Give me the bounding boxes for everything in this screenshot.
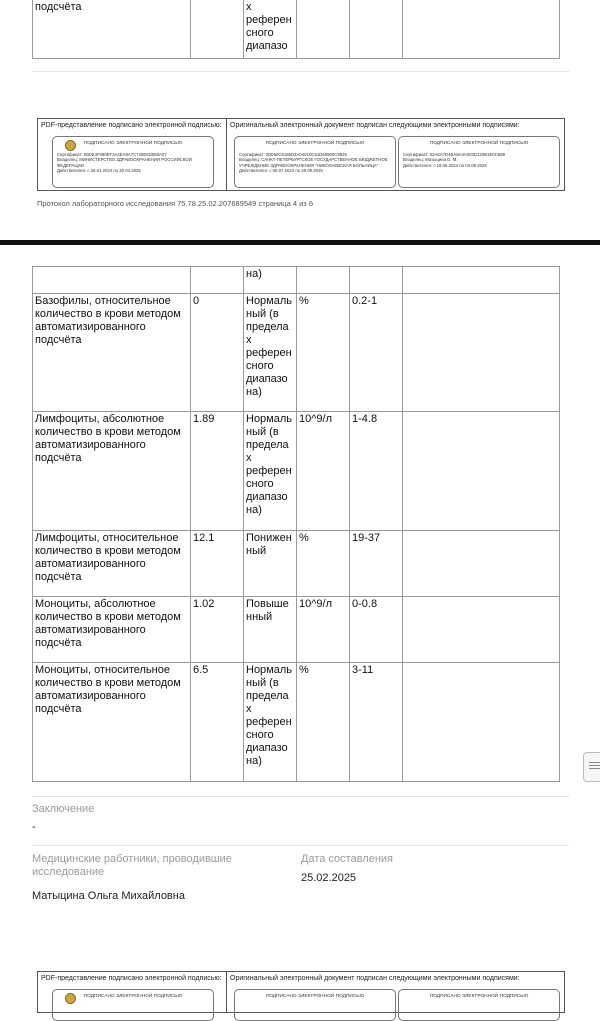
signature-block-bottom [37, 971, 565, 1013]
divider [32, 796, 569, 797]
signature-stamp: ПОДПИСАНО ЭЛЕКТРОННОЙ ПОДПИСЬЮ Сертификат: 02A6A7D4BA8A4A003D120B1E0C889 Владелец: Матыцина О. М. Действителен: с 18.06.2024 по 03.09.2025 [398, 136, 560, 188]
conclusion-label: Заключение [32, 803, 95, 815]
divider [32, 845, 569, 846]
table-cell [403, 0, 560, 59]
signature-stamp: ПОДПИСАНО ЭЛЕКТРОННОЙ ПОДПИСЬЮ [398, 989, 560, 1021]
signature-stamp: ПОДПИСАНО ЭЛЕКТРОННОЙ ПОДПИСЬЮ [52, 989, 214, 1021]
date-value: 25.02.2025 [301, 872, 357, 884]
test-value: 1.89 [191, 412, 244, 531]
table-row [33, 412, 560, 531]
table-cell [297, 0, 350, 59]
test-reference: 0.2-1 [350, 294, 403, 412]
test-value: 6.5 [191, 663, 244, 782]
table-row [33, 531, 560, 597]
test-name: Лимфоциты, относительное количество в крови методом автоматизированного подсчёта [33, 531, 191, 597]
table-row [33, 663, 560, 782]
pdf-signature-caption: PDF-представление подписано электронной подписью: [41, 122, 222, 129]
test-value: 0 [191, 294, 244, 412]
original-signature-caption: Оригинальный электронный документ подписан следующими электронными подписями: [230, 975, 520, 982]
test-name: Лимфоциты, абсолютное количество в крови методом автоматизированного подсчёта [33, 412, 191, 531]
table-cell [191, 0, 244, 59]
table-cell [33, 267, 191, 294]
signature-stamp: ПОДПИСАНО ЭЛЕКТРОННОЙ ПОДПИСЬЮ [234, 989, 396, 1021]
table-row [33, 267, 560, 294]
signature-stamp: ПОДПИСАНО ЭЛЕКТРОННОЙ ПОДПИСЬЮ Сертификат: 00DE4F080EF3A4EA9A7C740E6D089A07 Владелец: МИНИСТЕРСТВО ЗДРАВООХРАНЕНИЯ РОССИЙСКОЙ ФЕДЕРАЦИИ Действителен: с 26.01.2024 по 20.04.2025 [52, 136, 214, 188]
test-reference: 0-0.8 [350, 597, 403, 663]
signature-block [37, 118, 565, 191]
test-reference: 1-4.8 [350, 412, 403, 531]
test-value: 12.1 [191, 531, 244, 597]
table-cell [297, 267, 350, 294]
date-label: Дата составления [301, 853, 393, 865]
original-signature-caption: Оригинальный электронный документ подписан следующими электронными подписями: [230, 122, 520, 129]
table-cell [403, 531, 560, 597]
table-cell [244, 0, 297, 59]
conclusion-value: - [32, 821, 36, 833]
test-reference: 19-37 [350, 531, 403, 597]
coat-of-arms-icon [65, 140, 76, 151]
table-row [33, 294, 560, 412]
table-cell [350, 0, 403, 59]
protocol-footer: Протокол лабораторного исследования 75.78.25.02.207689549 страница 4 из 6 [37, 199, 313, 208]
test-reference: 3-11 [350, 663, 403, 782]
test-status: Нормаль ный (в предела х референ сного диапазо на) [244, 412, 297, 531]
test-name: Моноциты, относительное количество в крови методом автоматизированного подсчёта [33, 663, 191, 782]
test-unit: % [297, 531, 350, 597]
table-cell: подсчёта [33, 0, 191, 59]
test-status: Нормаль ный (в предела х референ сного диапазо на) [244, 663, 297, 782]
side-menu-button[interactable] [583, 752, 600, 782]
test-name: Базофилы, относительное количество в крови методом автоматизированного подсчёта [33, 294, 191, 412]
test-value: 1.02 [191, 597, 244, 663]
test-unit: 10^9/л [297, 597, 350, 663]
lab-results-table [32, 266, 560, 782]
test-status: Повыше нный [244, 597, 297, 663]
table-cell [191, 267, 244, 294]
test-unit: 10^9/л [297, 412, 350, 531]
test-status: Нормаль ный (в предела х референ сного диапазо на) [244, 294, 297, 412]
status-text: на) [246, 268, 262, 280]
hamburger-icon [589, 762, 600, 763]
divider [32, 71, 569, 72]
table-cell [403, 267, 560, 294]
top-table-fragment [32, 0, 556, 58]
staff-name: Матыцина Ольга Михайловна [32, 890, 185, 902]
table-cell [403, 663, 560, 782]
signature-stamp: ПОДПИСАНО ЭЛЕКТРОННОЙ ПОДПИСЬЮ Сертификат: 00D50C6185D3A04010C51D50900C9825 Владелец: САНКТ-ПЕТЕРБУРГСКОЕ ГОСУДАРСТВЕННОЕ БЮДЖЕТНОЕ УЧРЕЖДЕНИЕ ЗДРАВООХРАНЕНИЯ "НИКОЛАЕВСКАЯ БОЛЬНИЦА" Действителен: с 05.07.2024 по 28.09.2025 [234, 136, 396, 188]
table-cell [350, 267, 403, 294]
test-unit: % [297, 294, 350, 412]
pdf-signature-caption: PDF-представление подписано электронной подписью: [41, 975, 222, 982]
staff-label: Медицинские работники, проводившие исследование [32, 853, 232, 878]
table-cell [403, 412, 560, 531]
status-text: х референ сного диапазо [246, 1, 292, 52]
test-status: Понижен ный [244, 531, 297, 597]
test-unit: % [297, 663, 350, 782]
test-name: Моноциты, абсолютное количество в крови методом автоматизированного подсчёта [33, 597, 191, 663]
table-cell [403, 597, 560, 663]
table-cell [244, 267, 297, 294]
page-break [0, 240, 600, 245]
table-cell [403, 294, 560, 412]
table-row [33, 597, 560, 663]
